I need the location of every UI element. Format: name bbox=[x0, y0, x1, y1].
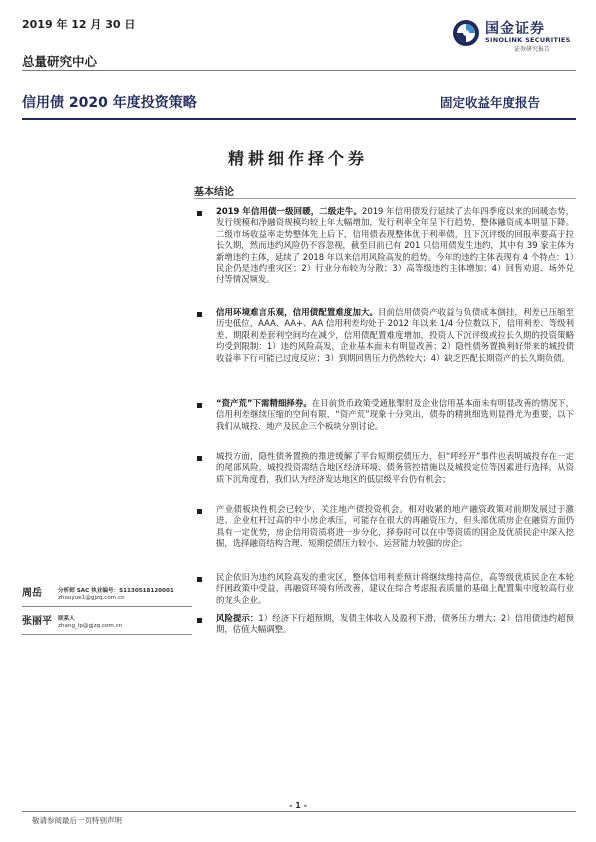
bullet-icon bbox=[197, 509, 202, 514]
footer-divider bbox=[22, 811, 576, 812]
conclusion-lead: 信用环境难言乐观，信用债配置难度加大。 bbox=[216, 307, 379, 317]
research-center: 总量研究中心 bbox=[22, 54, 98, 69]
conclusion-item-3 bbox=[216, 398, 574, 432]
risk-warning bbox=[216, 613, 574, 636]
author-email[interactable]: zhouyue1@gjzq.com.cn bbox=[58, 595, 125, 601]
bullet-icon bbox=[197, 403, 202, 408]
bullet-icon bbox=[197, 456, 202, 461]
header-divider bbox=[22, 70, 576, 71]
author-name: 周岳 bbox=[22, 588, 42, 599]
title-divider bbox=[22, 118, 576, 120]
bullet-icon bbox=[197, 211, 202, 216]
report-title: 信用债 2020 年度投资策略 bbox=[22, 95, 197, 111]
bullet-icon bbox=[197, 312, 202, 317]
report-date: 2019 年 12 月 30 日 bbox=[22, 18, 136, 31]
author-divider bbox=[22, 634, 192, 635]
logo-mark-icon bbox=[452, 19, 480, 47]
risk-warning-lead: 风险提示： bbox=[216, 613, 259, 623]
conclusion-item-2 bbox=[216, 307, 574, 364]
conclusion-text: 民企依旧为违约风险高发的重灾区，整体信用利差预计将继续维持高位，高等级优质民企在本轮纾困政策中受益，再融资环境有所改善，建议在综合考虑报表质量的基础上配置集中度较高行业的龙头企业。 bbox=[216, 572, 574, 605]
author-email[interactable]: zhang_lp@gjzq.com.cn bbox=[58, 623, 123, 629]
conclusion-text: 产业债板块性机会已较少，关注地产债投资机会。相对收紧的地产融资政策对前期发展过于激进、企业杠杆过高的中小房企承压，可能存在很大的再融资压力，但头部优质房企在融资方面仍具有一定优势，房企信用资质将进一步分化，择券时可以在中等资质的国企及优质民企中深入挖掘，选择融资结构合理、短期偿债压力较小、运营能力较强的房企； bbox=[216, 504, 574, 549]
author-card bbox=[22, 612, 192, 636]
conclusion-item-4 bbox=[216, 451, 574, 485]
author-role-text: 联系人 bbox=[58, 616, 75, 622]
risk-warning-text: 1）经济下行超预期，发债主体收入及盈利下滑，债务压力增大；2）信用债违约超预期，估值大幅调整。 bbox=[216, 613, 574, 635]
report-category: 证券研究报告 bbox=[514, 46, 551, 53]
logo-chinese-name: 国金证券 bbox=[485, 21, 545, 37]
conclusion-item-5 bbox=[216, 504, 574, 550]
author-role bbox=[58, 586, 174, 594]
conclusion-item-1 bbox=[216, 206, 574, 286]
main-title: 精耕细作择个券 bbox=[227, 149, 368, 168]
disclaimer-note: 敬请参阅最后一页特别声明 bbox=[32, 816, 122, 825]
conclusion-text: 城投方面，隐性债务置换的推进缓解了平台短期偿债压力，但“呼经开”事件也表明城投存在一定的尾部风险，城投投资需结合地区经济环境、债务管控措施以及城投定位等因素进行选择，从资质下沉角度看，我们认为经济发达地区的低层级平台仍有机会； bbox=[216, 451, 574, 484]
logo-english-name: SINOLINK SECURITIES bbox=[485, 36, 571, 44]
section-divider bbox=[194, 198, 576, 199]
author-role bbox=[58, 614, 75, 622]
conclusion-item-6 bbox=[216, 572, 574, 606]
report-type: 固定收益年度报告 bbox=[440, 95, 541, 110]
author-name: 张丽平 bbox=[22, 616, 52, 627]
bullet-icon bbox=[197, 618, 202, 623]
author-divider bbox=[22, 606, 192, 607]
conclusion-text: 目前信用债资产收益与负债成本倒挂，利差已压缩至历史低位，AAA、AA+、AA 信用利差均处于 2012 年以来 1/4 分位数以下，信用利差、等级利差、期限利差套利空间均在减少，信用债配置难度增加，投资人下沉评级或拉长久期的投资策略均受到限制：1）违约风险高发，企业基本面未有明显改善；2）隐性债务置换利好带来的城投债收益率下行可能已过度反应；3）到期回售压力仍然较大；4）缺乏匹配长期资产的长久期负债。 bbox=[216, 307, 575, 363]
conclusion-text: 2019 年信用债发行延续了去年四季度以来的回暖态势，发行规模和净融资规模均较上年大幅增加，发行利率全年呈下行趋势，整体融资成本明显下降。二级市场收益率走势整体先上后下，信用债表现整体优于利率债，且下沉评级的回报率要高于拉长久期，然而违约风险仍不容忽视，截至目前已有 201 只信用债发生违约，其中有 39 家主体为新增违约主体，延续了 2018 年以来信用风险高发的趋势。今年的违约主体表现有 4 个特点：1）民企仍是违约重灾区；2）行业分布较为分散；3）高等级违约主体增加；4）回售劝退、场外兑付等情况频发。 bbox=[216, 206, 574, 285]
author-role-text: 分析师 SAC 执业编号：S1130518120001 bbox=[58, 588, 174, 594]
conclusion-text: 在目前货币政策受通胀掣肘及企业信用基本面未有明显改善的情况下，信用利差继续压缩的空间有限，“资产荒”现象十分突出，债券的精挑细选则显得尤为重要，以下我们从城投、地产及民企三个板块分别讨论。 bbox=[216, 398, 574, 431]
bullet-icon bbox=[197, 577, 202, 582]
page-number: - 1 - bbox=[289, 801, 307, 810]
section-title: 基本结论 bbox=[194, 187, 234, 198]
author-card bbox=[22, 584, 192, 608]
conclusion-lead: 2019 年信用债一级回暖，二级走牛。 bbox=[216, 206, 363, 216]
conclusion-lead: “资产荒”下需精细择券。 bbox=[216, 398, 312, 408]
